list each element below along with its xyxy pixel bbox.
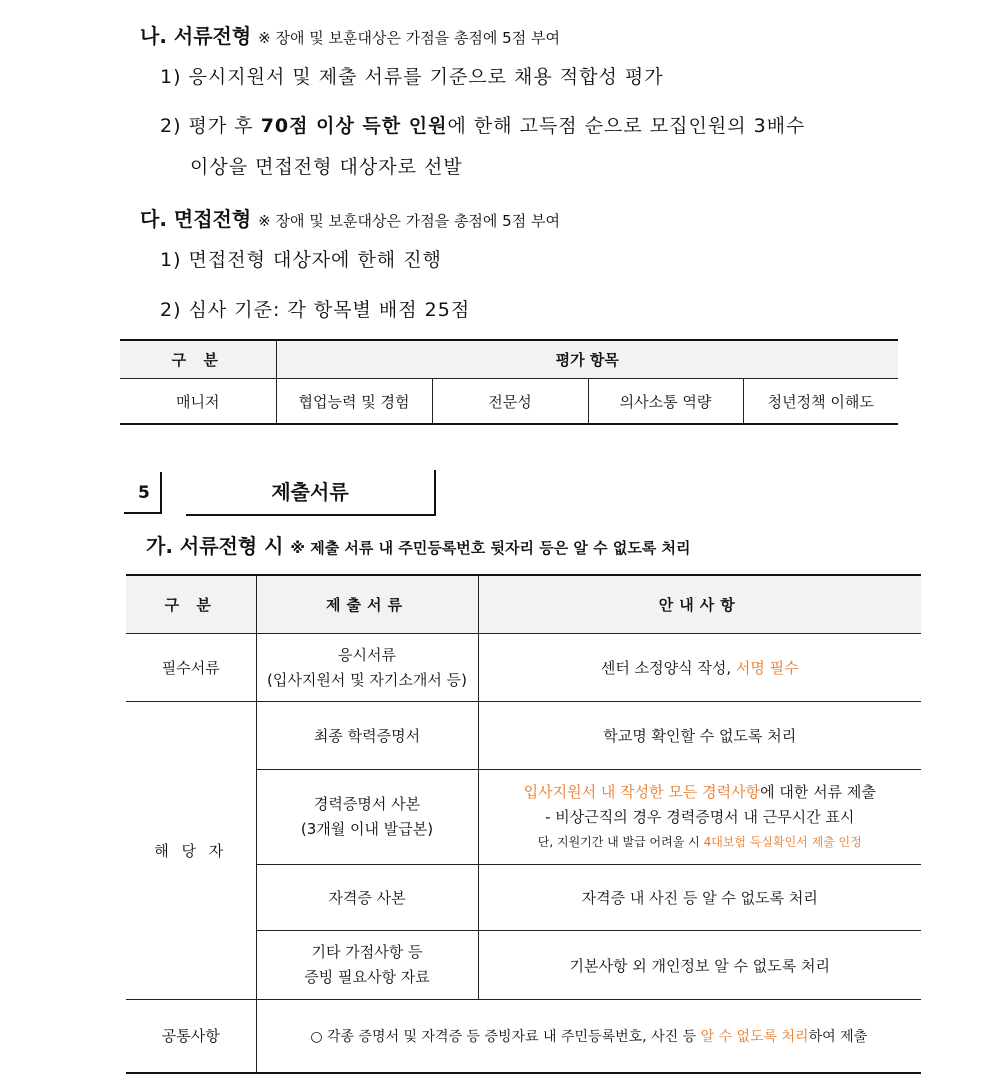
section-na-note: ※ 장애 및 보훈대상은 가점을 총점에 5점 부여 xyxy=(258,29,560,47)
section-da-note: ※ 장애 및 보훈대상은 가점을 총점에 5점 부여 xyxy=(258,212,560,230)
section-ga-heading xyxy=(146,530,691,559)
section-na-item-2: 2) 평가 후 70점 이상 득한 인원에 한해 고득점 순으로 모집인원의 3배수 xyxy=(160,115,806,137)
section-da-heading xyxy=(140,203,560,232)
section-ga-note: ※ 제출 서류 내 주민등록번호 뒷자리 등은 알 수 없도록 처리 xyxy=(290,539,691,557)
education-doc: 최종 학력증명서 xyxy=(256,702,478,770)
doc-header-guide: 안내사항 xyxy=(478,575,921,634)
insurance-highlight: 4대보험 득실확인서 제출 인정 xyxy=(703,834,862,849)
common-highlight: 알 수 없도록 처리 xyxy=(700,1028,809,1045)
section-na-item-2-cont: 이상을 면접전형 대상자로 선발 xyxy=(190,156,463,178)
doc-header-documents: 제출서류 xyxy=(256,575,478,634)
career-doc: 경력증명서 사본 (3개월 이내 발급본) xyxy=(256,770,478,865)
doc-header-division: 구 분 xyxy=(126,575,256,634)
other-doc: 기타 가점사항 등 증빙 필요사항 자료 xyxy=(256,931,478,1000)
score-threshold: 70점 이상 득한 인원 xyxy=(260,115,448,137)
section-ga-title: 가. 서류전형 시 xyxy=(146,534,284,558)
section-5-title: 제출서류 xyxy=(186,470,436,516)
section-na-item-1: 1) 응시지원서 및 제출 서류를 기준으로 채용 적합성 평가 xyxy=(160,66,664,88)
career-guide: 입사지원서 내 작성한 모든 경력사항에 대한 서류 제출 - 비상근직의 경우 경력증명서 내 근무시간 표시 단, 지원기간 내 발급 어려울 시 4대보험 득실확인서 제출 인정 xyxy=(478,770,921,865)
signature-required: 서명 필수 xyxy=(735,659,799,677)
license-guide: 자격증 내 사진 등 알 수 없도록 처리 xyxy=(478,865,921,931)
category-applicable: 해 당 자 xyxy=(126,702,256,1000)
section-5-number: 5 xyxy=(124,472,162,514)
required-doc: 응시서류 (입사지원서 및 자기소개서 등) xyxy=(256,634,478,702)
eval-criterion: 전문성 xyxy=(432,379,588,425)
section-da-item-1: 1) 면접전형 대상자에 한해 진행 xyxy=(160,249,442,271)
license-doc: 자격증 사본 xyxy=(256,865,478,931)
documents-table xyxy=(126,574,921,1074)
eval-criterion: 협업능력 및 경험 xyxy=(276,379,432,425)
section-na-heading xyxy=(140,20,560,49)
category-required: 필수서류 xyxy=(126,634,256,702)
eval-criterion: 의사소통 역량 xyxy=(588,379,743,425)
category-common: 공통사항 xyxy=(126,1000,256,1073)
eval-criterion: 청년정책 이해도 xyxy=(743,379,898,425)
section-na-title: 나. 서류전형 xyxy=(140,24,252,48)
common-guide: ○ 각종 증명서 및 자격증 등 증빙자료 내 주민등록번호, 사진 등 알 수 없도록 처리하여 제출 xyxy=(256,1000,921,1073)
section-da-title: 다. 면접전형 xyxy=(140,207,252,231)
education-guide: 학교명 확인할 수 없도록 처리 xyxy=(478,702,921,770)
eval-header-division: 구 분 xyxy=(120,340,276,379)
other-guide: 기본사항 외 개인정보 알 수 없도록 처리 xyxy=(478,931,921,1000)
eval-row-label: 매니저 xyxy=(120,379,276,425)
eval-header-items: 평가 항목 xyxy=(276,340,898,379)
required-guide: 센터 소정양식 작성, 서명 필수 xyxy=(478,634,921,702)
section-da-item-2: 2) 심사 기준: 각 항목별 배점 25점 xyxy=(160,299,471,321)
all-career-highlight: 입사지원서 내 작성한 모든 경력사항 xyxy=(523,782,761,801)
evaluation-table xyxy=(120,339,898,425)
